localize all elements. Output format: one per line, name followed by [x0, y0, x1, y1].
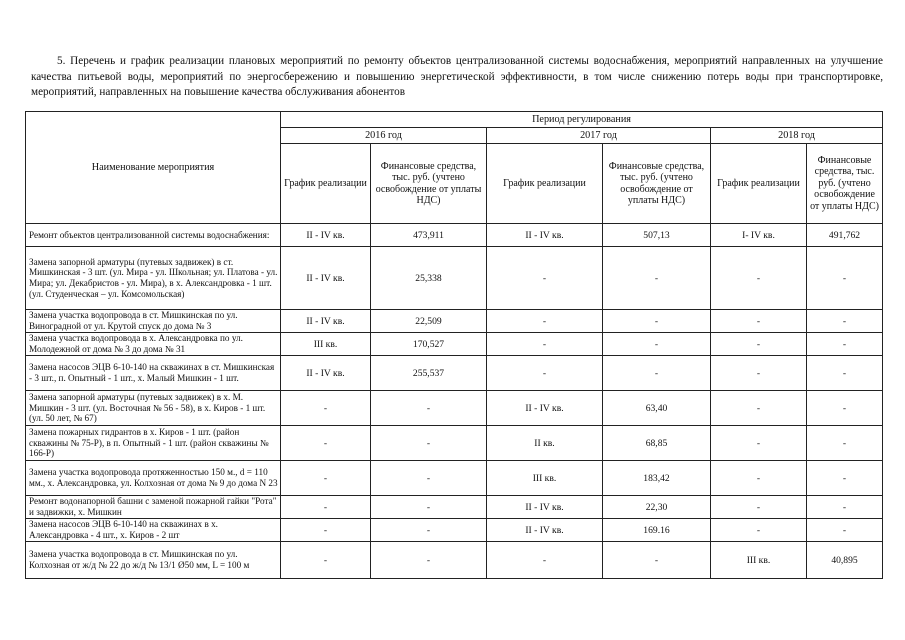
- schedule-2018-cell: -: [711, 310, 807, 333]
- schedule-2016-cell: II - IV кв.: [281, 356, 371, 391]
- measures-table: [25, 111, 883, 579]
- measure-name-cell: Замена пожарных гидрантов в х. Киров - 1 шт. (район скважины № 75-Р), в п. Опытный - 1 шт. (район скважины № 166-Р): [26, 426, 281, 461]
- schedule-2018-cell: -: [711, 496, 807, 519]
- schedule-2017-cell: II - IV кв.: [487, 391, 603, 426]
- measure-name-cell: Замена насосов ЭЦВ 6-10-140 на скважинах в х. Александровка - 4 шт., х. Киров - 2 шт: [26, 519, 281, 542]
- schedule-header-2016: График реализации: [281, 144, 371, 224]
- schedule-2018-cell: -: [711, 333, 807, 356]
- finance-header-2016: Финансовые средства, тыс. руб. (учтено освобождение от уплаты НДС): [371, 144, 487, 224]
- schedule-2017-cell: III кв.: [487, 461, 603, 496]
- measure-name-cell: Замена запорной арматуры (путевых задвижек) в ст. Мишкинская - 3 шт. (ул. Мира - ул. Школьная; ул. Платова - ул. Мира; ул. Декабристов - ул. Мира), в х. Александровка - 1 шт. (ул. Студенческая – ул. Комсомольская): [26, 247, 281, 310]
- finance-2017-cell: 63,40: [603, 391, 711, 426]
- schedule-2016-cell: II - IV кв.: [281, 224, 371, 247]
- section-heading: 5. Перечень и график реализации плановых мероприятий по ремонту объектов централизованной системы водоснабжения, мероприятий направленных на улучшение качества питьевой воды, мероприятий по энергосбережению и повышению энергетической эффективности, в том числе снижению потерь воды при транспортировке, мероприятий, направленных на повышение качества обслуживания абонентов: [31, 55, 883, 98]
- schedule-2017-cell: II кв.: [487, 426, 603, 461]
- finance-2018-cell: -: [807, 496, 883, 519]
- finance-2016-cell: -: [371, 542, 487, 579]
- schedule-header-2017: График реализации: [487, 144, 603, 224]
- finance-2017-cell: 183,42: [603, 461, 711, 496]
- finance-2016-cell: -: [371, 426, 487, 461]
- finance-2018-cell: -: [807, 356, 883, 391]
- schedule-2016-cell: II - IV кв.: [281, 310, 371, 333]
- measure-name-cell: Замена участка водопровода в ст. Мишкинская по ул. Виноградной от ул. Крутой спуск до дома № 3: [26, 310, 281, 333]
- table-row: [26, 426, 883, 461]
- finance-2017-cell: -: [603, 247, 711, 310]
- finance-2016-cell: -: [371, 461, 487, 496]
- measure-name-cell: Замена участка водопровода в ст. Мишкинская по ул. Колхозная от ж/д № 22 до ж/д № 13/1 Ø50 мм, L = 100 м: [26, 542, 281, 579]
- table-row: [26, 310, 883, 333]
- schedule-2017-cell: -: [487, 356, 603, 391]
- schedule-2016-cell: III кв.: [281, 333, 371, 356]
- year-header-2018: 2018 год: [711, 128, 883, 144]
- schedule-2018-cell: -: [711, 461, 807, 496]
- finance-2016-cell: 22,509: [371, 310, 487, 333]
- finance-2017-cell: -: [603, 310, 711, 333]
- measure-name-cell: Ремонт водонапорной башни с заменой пожарной гайки "Рота" и задвижки, х. Мишкин: [26, 496, 281, 519]
- table-row: [26, 461, 883, 496]
- table-row: [26, 333, 883, 356]
- schedule-2017-cell: -: [487, 333, 603, 356]
- finance-header-2017: Финансовые средства, тыс. руб. (учтено освобождение от уплаты НДС): [603, 144, 711, 224]
- finance-2018-cell: -: [807, 461, 883, 496]
- measure-name-cell: Замена запорной арматуры (путевых задвижек) в х. М. Мишкин - 3 шт. (ул. Восточная № 56 - 58), в х. Киров - 1 шт. (ул. 50 лет, № 67): [26, 391, 281, 426]
- schedule-2017-cell: II - IV кв.: [487, 496, 603, 519]
- finance-header-2018: Финансовые средства, тыс. руб. (учтено освобождение от уплаты НДС): [807, 144, 883, 224]
- table-row: [26, 542, 883, 579]
- schedule-2016-cell: -: [281, 426, 371, 461]
- finance-2018-cell: -: [807, 519, 883, 542]
- schedule-2018-cell: -: [711, 426, 807, 461]
- finance-2016-cell: -: [371, 391, 487, 426]
- finance-2017-cell: -: [603, 333, 711, 356]
- schedule-2016-cell: -: [281, 461, 371, 496]
- measure-name-cell: Замена участка водопровода протяженностью 150 м., d = 110 мм., х. Александровка, ул. Колхозная от дома № 9 до дома N 23: [26, 461, 281, 496]
- schedule-2017-cell: -: [487, 310, 603, 333]
- period-header: Период регулирования: [281, 112, 883, 128]
- table-row: [26, 496, 883, 519]
- schedule-2018-cell: I- IV кв.: [711, 224, 807, 247]
- finance-2016-cell: 473,911: [371, 224, 487, 247]
- finance-2017-cell: -: [603, 356, 711, 391]
- finance-2016-cell: 170,527: [371, 333, 487, 356]
- finance-2018-cell: -: [807, 426, 883, 461]
- finance-2016-cell: -: [371, 496, 487, 519]
- schedule-2017-cell: -: [487, 247, 603, 310]
- table-row: [26, 519, 883, 542]
- finance-2018-cell: 491,762: [807, 224, 883, 247]
- table-row: [26, 356, 883, 391]
- measure-name-cell: Замена насосов ЭЦВ 6-10-140 на скважинах в ст. Мишкинская - 3 шт., п. Опытный - 1 шт., х. Малый Мишкин - 1 шт.: [26, 356, 281, 391]
- finance-2018-cell: -: [807, 310, 883, 333]
- schedule-2017-cell: II - IV кв.: [487, 519, 603, 542]
- finance-2017-cell: 68,85: [603, 426, 711, 461]
- schedule-2018-cell: -: [711, 519, 807, 542]
- finance-2018-cell: -: [807, 391, 883, 426]
- schedule-2016-cell: -: [281, 519, 371, 542]
- schedule-2016-cell: -: [281, 542, 371, 579]
- table-row: [26, 247, 883, 310]
- schedule-2016-cell: II - IV кв.: [281, 247, 371, 310]
- schedule-2018-cell: -: [711, 247, 807, 310]
- table-row: [26, 391, 883, 426]
- year-header-2016: 2016 год: [281, 128, 487, 144]
- finance-2017-cell: 22,30: [603, 496, 711, 519]
- finance-2016-cell: 25,338: [371, 247, 487, 310]
- finance-2016-cell: 255,537: [371, 356, 487, 391]
- schedule-2017-cell: -: [487, 542, 603, 579]
- finance-2018-cell: -: [807, 333, 883, 356]
- finance-2017-cell: 507,13: [603, 224, 711, 247]
- schedule-2017-cell: II - IV кв.: [487, 224, 603, 247]
- name-column-header: Наименование мероприятия: [26, 112, 281, 224]
- schedule-2018-cell: -: [711, 356, 807, 391]
- schedule-2018-cell: III кв.: [711, 542, 807, 579]
- schedule-2018-cell: -: [711, 391, 807, 426]
- schedule-2016-cell: -: [281, 496, 371, 519]
- finance-2018-cell: 40,895: [807, 542, 883, 579]
- schedule-2016-cell: -: [281, 391, 371, 426]
- schedule-header-2018: График реализации: [711, 144, 807, 224]
- finance-2016-cell: -: [371, 519, 487, 542]
- finance-2018-cell: -: [807, 247, 883, 310]
- table-row: [26, 224, 883, 247]
- finance-2017-cell: 169.16: [603, 519, 711, 542]
- year-header-2017: 2017 год: [487, 128, 711, 144]
- finance-2017-cell: -: [603, 542, 711, 579]
- measure-name-cell: Ремонт объектов централизованной системы водоснабжения:: [26, 224, 281, 247]
- measure-name-cell: Замена участка водопровода в х. Александровка по ул. Молодежной от дома № 3 до дома № 31: [26, 333, 281, 356]
